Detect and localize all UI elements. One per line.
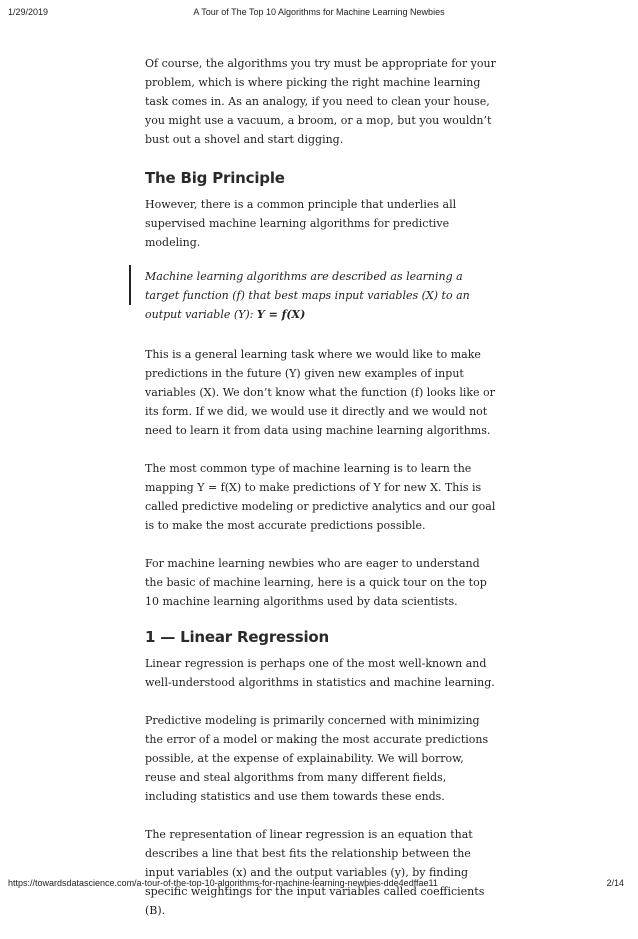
blockquote-bar [129, 265, 131, 305]
article-body [145, 54, 497, 939]
blockquote [145, 267, 497, 324]
big-principle-paragraph-3: The most common type of machine learning is to learn the mapping Y = f(X) to make predictions of Y for new X. This is called predictive modeling or predictive analytics and our goal is to make the most accurate predictions possible. [145, 462, 496, 532]
linear-regression-paragraph-2: Predictive modeling is primarily concerned with minimizing the error of a model or making the most accurate predictions possible, at the expense of explainability. We will borrow, reuse and steal algorithms from many different fields, including statistics and use them towards these ends. [145, 714, 489, 803]
big-principle-heading: The Big Principle [145, 169, 285, 187]
print-title: A Tour of The Top 10 Algorithms for Machine Learning Newbies [193, 7, 445, 17]
print-date: 1/29/2019 [8, 7, 49, 17]
big-principle-paragraph-2: This is a general learning task where we would like to make predictions in the future (Y) given new examples of input variables (X). We don’t know what the function (f) looks like or its form. If we did, we would use it directly and we would not need to learn it from data using machine learning algorithms. [145, 348, 495, 437]
blockquote-text: Machine learning algorithms are described as learning a target function (f) that best maps input variables (X) to an output variable (Y): [145, 270, 470, 321]
intro-paragraph: Of course, the algorithms you try must be appropriate for your problem, which is where picking the right machine learning task comes in. As an analogy, if you need to clean your house, you might use a vacuum, a broom, or a mop, but you wouldn’t bust out a shovel and start digging. [145, 57, 496, 146]
print-page-number: 2/14 [606, 878, 624, 888]
big-principle-paragraph-4: For machine learning newbies who are eager to understand the basic of machine learning, here is a quick tour on the top 10 machine learning algorithms used by data scientists. [145, 557, 487, 608]
print-url: https://towardsdatascience.com/a-tour-of-the-top-10-algorithms-for-machine-learning-newbies-dde4edffae11 [8, 878, 438, 888]
linear-regression-paragraph-1: Linear regression is perhaps one of the most well-known and well-understood algorithms in statistics and machine learning. [145, 657, 495, 689]
linear-regression-heading: 1 — Linear Regression [145, 628, 329, 646]
print-footer [0, 878, 638, 892]
print-header [0, 7, 638, 21]
big-principle-paragraph-1: However, there is a common principle that underlies all supervised machine learning algorithms for predictive modeling. [145, 198, 457, 249]
linear-regression-paragraph-3: The representation of linear regression is an equation that describes a line that best fits the relationship between the input variables (x) and the output variables (y), by finding specific weightings for the input variables called coefficients (B). [145, 828, 485, 917]
blockquote-formula: Y = f(X) [256, 308, 306, 321]
